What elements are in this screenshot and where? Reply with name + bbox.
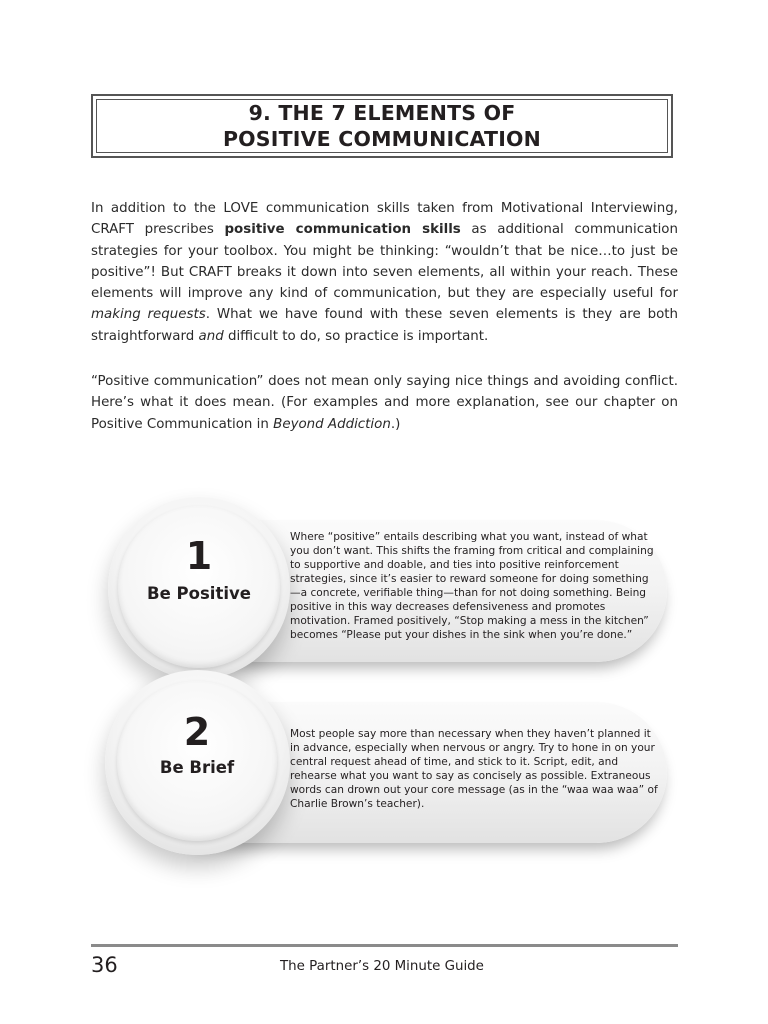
intro-italic-term: and — [198, 328, 224, 344]
chapter-title-inner-border — [96, 99, 668, 153]
element-description-2 — [290, 727, 658, 811]
chapter-title-box — [91, 94, 673, 158]
intro-text: In addition to the LOVE communication skills taken from Motivational Interviewing, CRAFT prescribes — [91, 201, 678, 238]
element-label-2: Be Brief — [159, 758, 235, 777]
element-number-1: 1 — [185, 534, 213, 578]
element-label-1: Be Positive — [147, 584, 251, 603]
chapter-title-line-1: 9. THE 7 ELEMENTS OF — [248, 101, 516, 125]
intro-italic-term: making requests — [91, 307, 206, 323]
intro-text: “Positive communication” does not mean only saying nice things and avoiding conflict. Here’s what it does mean. (For examples and more explanation, see our chapter on Positive Communication in — [91, 374, 678, 432]
element-description-text: Most people say more than necessary when they haven’t planned it in advance, especially when nervous or angry. Try to hone in on your central request ahead of time, and stick to it. Script, edit, and rehearse what you want to say as concisely as possible. Extraneous words can drown out your core message (as in the “waa waa waa” of Charlie Brown’s teacher). — [290, 728, 658, 810]
element-description-1 — [290, 530, 658, 642]
intro-text: difficult to do, so practice is important. — [223, 328, 489, 344]
intro-bold-term: positive communication skills — [224, 222, 461, 238]
intro-paragraph-1 — [91, 198, 678, 347]
intro-text: as additional communication strategies for your toolbox. You might be thinking: “wouldn’t that be nice…to just be positive”! But CRAFT breaks it down into seven elements, all within your reach. These elements will improve any kind of communication, but they are especially useful for — [91, 222, 678, 302]
book-title-italic: Beyond Addiction — [273, 416, 391, 432]
page-number: 36 — [91, 953, 118, 977]
running-footer-title: The Partner’s 20 Minute Guide — [280, 959, 484, 974]
element-description-text: Where “positive” entails describing what you want, instead of what you don’t want. This shifts the framing from critical and complaining to supportive and doable, and ties into positive reinforcement strategies, since it’s easier to reward someone for doing something—a concrete, verifiable thing—than for not doing something. Being positive in this way decreases defensiveness and promotes motivation. Framed positively, “Stop making a mess in the kitchen” becomes “Please put your dishes in the sink when you’re done.” — [290, 531, 654, 641]
footer-divider — [91, 944, 678, 947]
chapter-title-line-2: POSITIVE COMMUNICATION — [222, 127, 542, 151]
intro-paragraph-2 — [91, 371, 678, 435]
intro-text: .) — [390, 416, 401, 432]
intro-text: . What we have found with these seven elements is they are both straightforward — [91, 307, 678, 344]
element-number-2: 2 — [183, 710, 211, 754]
